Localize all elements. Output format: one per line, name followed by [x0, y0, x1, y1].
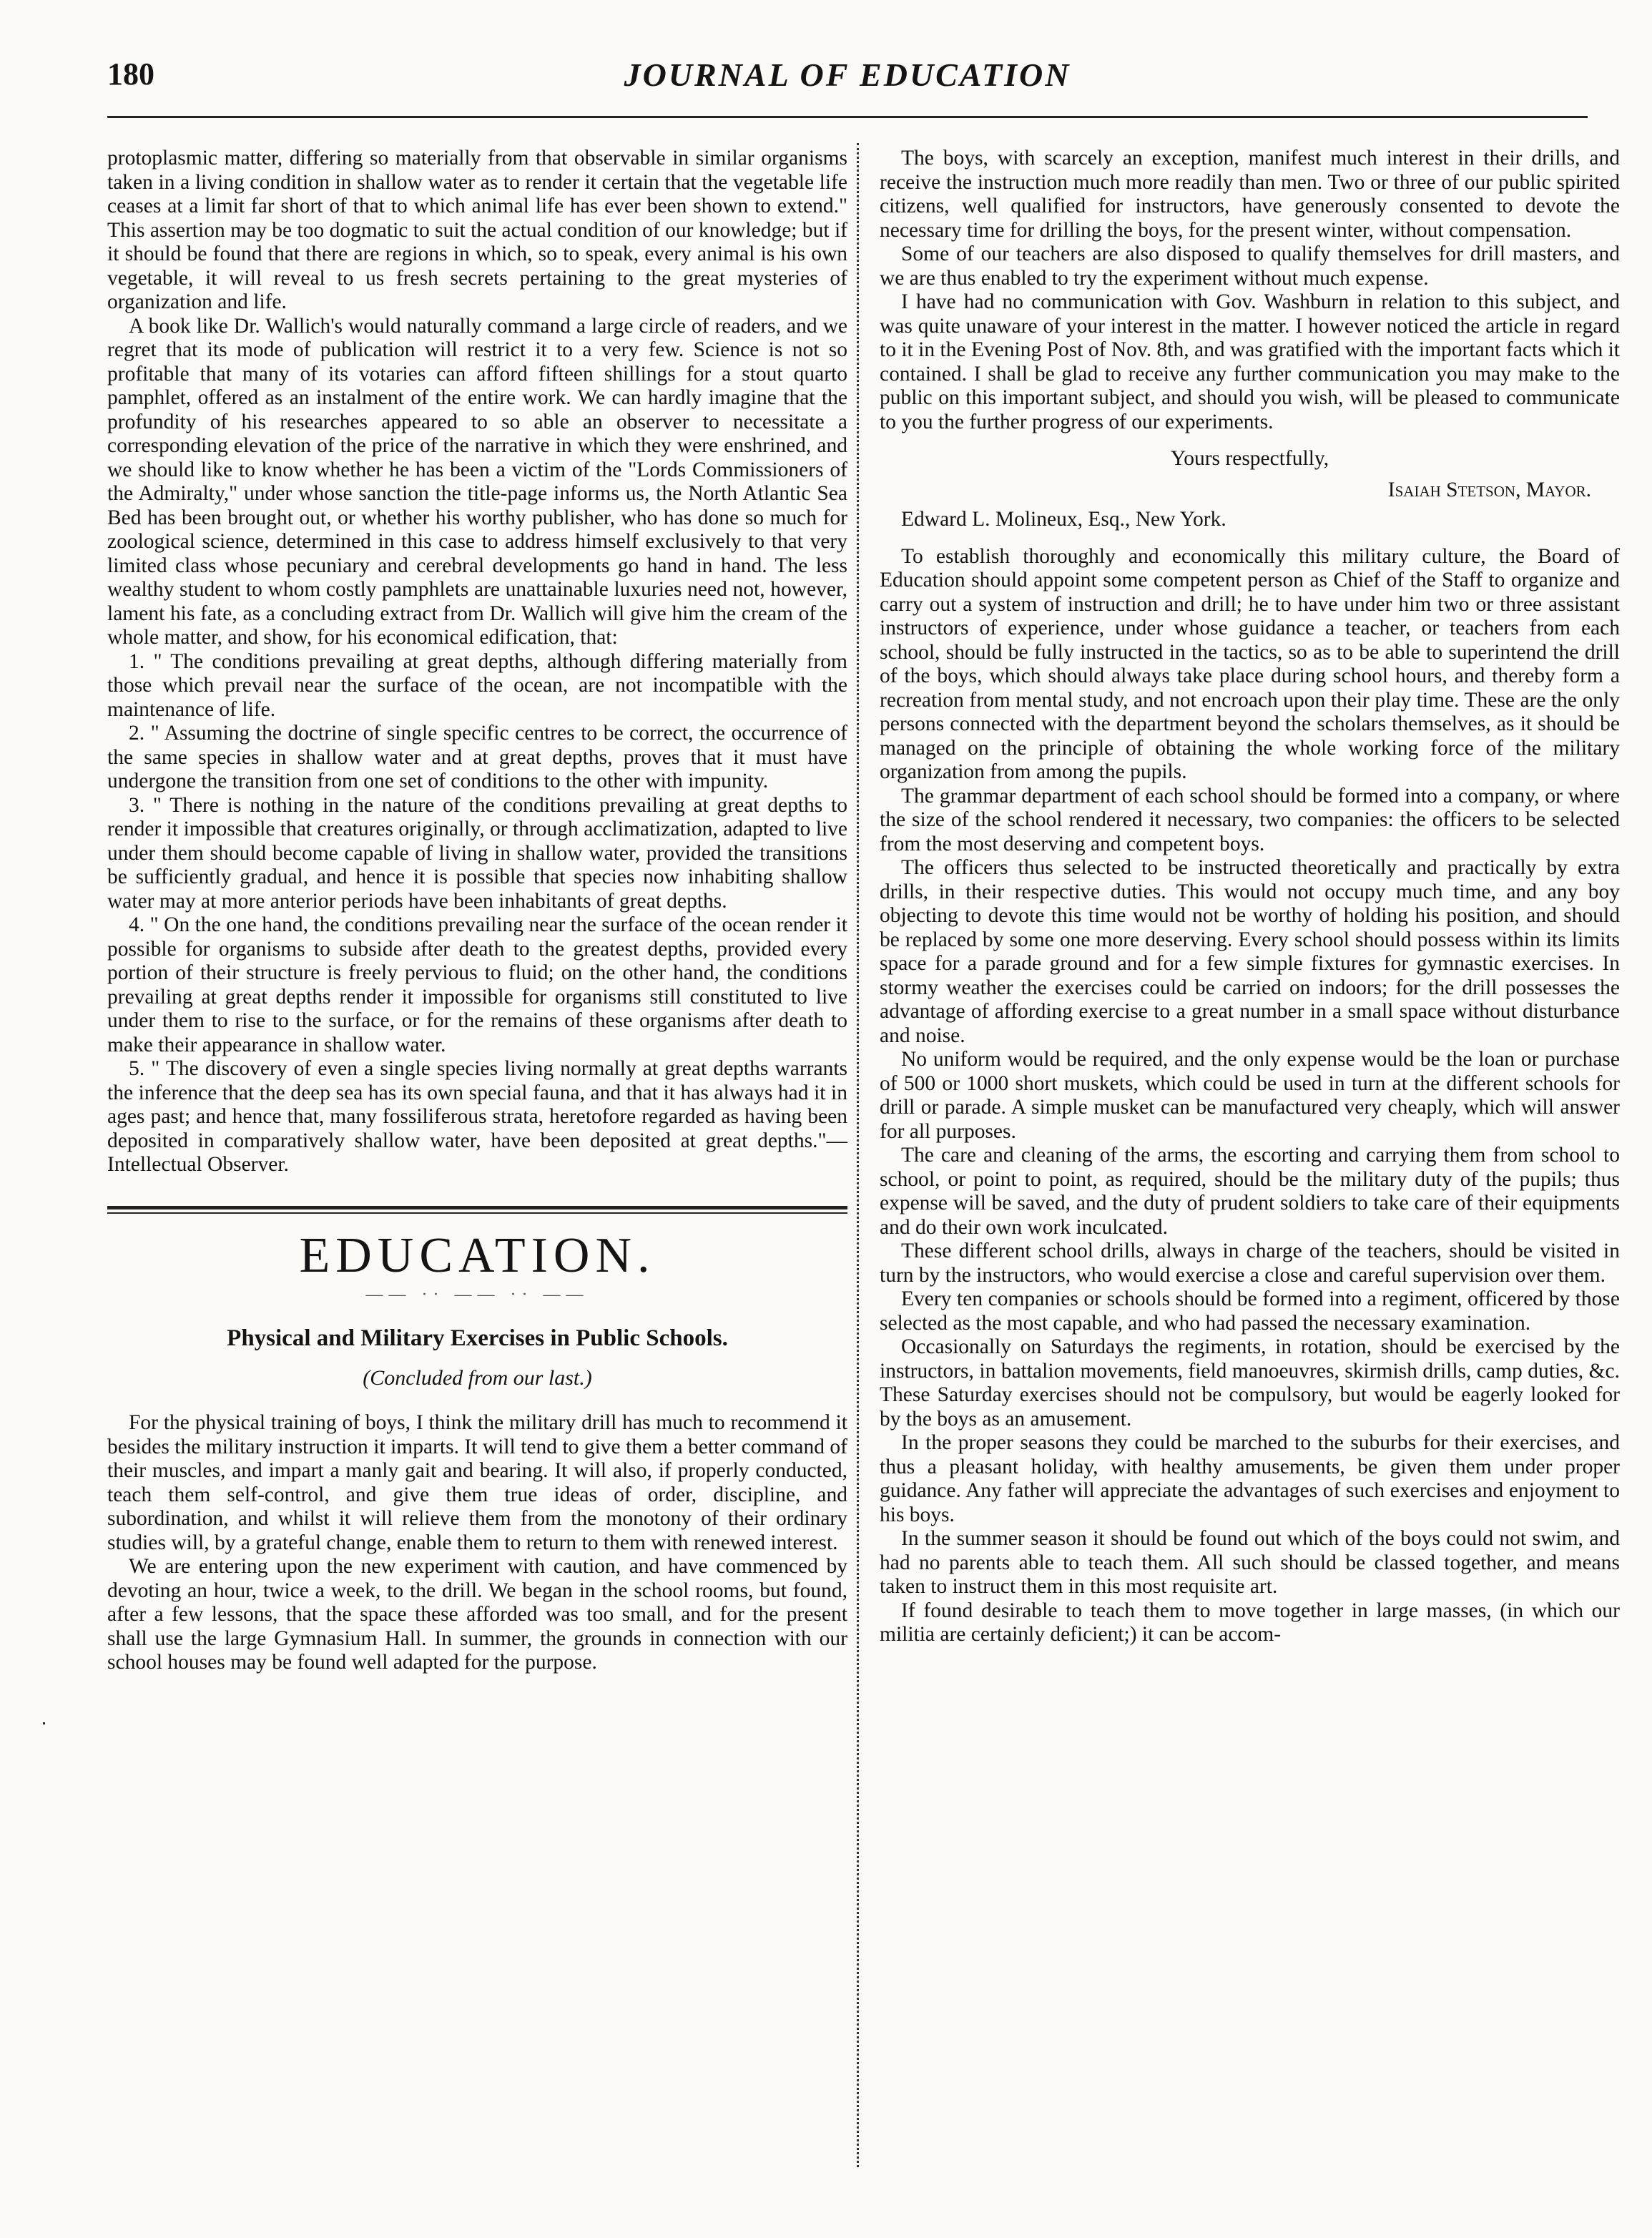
page-header — [107, 56, 1588, 106]
paragraph: In the summer season it should be found out which of the boys could not swim, and had no parents able to teach them. All such should be classed together, and means taken to instruct them in this most requisite art. — [880, 1527, 1620, 1598]
header-rule — [107, 116, 1588, 118]
article-title: Physical and Military Exercises in Public Schools. — [227, 1325, 728, 1351]
article-subtitle: (Concluded from our last.) — [363, 1365, 592, 1390]
paragraph: Some of our teachers are also disposed to qualify themselves for drill masters, and we are thus enabled to try the experiment without much expense. — [880, 242, 1620, 290]
ink-speck — [43, 1722, 45, 1724]
numbered-point: 4. " On the one hand, the conditions prevailing near the surface of the ocean render it possible for organisms to subside after death to the greatest depths, provided every portion of their structure is freely pervious to fluid; on the other hand, the conditions prevailing at great depths render it impossible for organisms still constituted to live under them to rise to the surface, or for the remains of these organisms after death to make their appearance in shallow water. — [107, 913, 847, 1056]
decorative-rule: —— ·· —— ·· —— — [365, 1285, 589, 1304]
letter-closing: Yours respectfully, — [1170, 447, 1329, 470]
numbered-point: 2. " Assuming the doctrine of single specific centres to be correct, the occurrence of the same species in shallow water and at great depths, proves that it must have undergone the transition from one set of conditions to the other with impunity. — [107, 722, 847, 792]
journal-title: JOURNAL OF EDUCATION — [624, 57, 1071, 93]
paragraph: To establish thoroughly and economically this military culture, the Board of Education should appoint some competent person as Chief of the Staff to organize and carry out a system of instruction and drill; he to have under him two or three assistant instructors of experience, under whose guidance a teacher, or teachers from each school, should be fully instructed in the tactics, so as to be able to superintend the drill of the boys, which should always take place during school hours, and thereby form a recreation from mental study, and not encroach upon their play time. These are the only persons connected with the department beyond the scholars themselves, as it should be managed on the principle of obtaining the whole working force of the military organization from among the pupils. — [880, 544, 1620, 783]
page-number: 180 — [107, 57, 154, 92]
paragraph: These different school drills, always in charge of the teachers, should be visited in turn by the instructors, who would exercise a close and careful supervision over them. — [880, 1240, 1620, 1287]
paragraph: The grammar department of each school should be formed into a company, or where the size of the school rendered it necessary, two companies: the officers to be selected from the most deserving and competent boys. — [880, 784, 1620, 855]
left-column — [107, 147, 847, 1675]
paragraph: The boys, with scarcely an exception, manifest much interest in their drills, and receive the instruction much more readily than men. Two or three of our public spirited citizens, well qualified for instructors, have generously consented to devote the necessary time for drilling the boys, for the present winter, without compensation. — [880, 147, 1620, 242]
paragraph: Every ten companies or schools should be formed into a regiment, officered by those selected as the most capable, and who had passed the necessary examination. — [880, 1287, 1620, 1335]
letter-signature-block — [880, 447, 1620, 532]
paragraph: Occasionally on Saturdays the regiments, in rotation, should be exercised by the instructors, in battalion movements, field manoeuvres, skirmish drills, camp duties, &c. These Saturday exercises should not be compulsory, but would be eagerly looked for by the boys as an amusement. — [880, 1335, 1620, 1430]
paragraph: In the proper seasons they could be marched to the suburbs for their exercises, and thus a pleasant holiday, with healthy amusements, be given them under proper guidance. Any father will appreciate the advantages of such exercises and enjoyment to his boys. — [880, 1431, 1620, 1526]
paragraph: A book like Dr. Wallich's would naturally command a large circle of readers, and we regret that its mode of publication will restrict it to a very few. Science is not so profitable that many of its votaries can afford fifteen shillings for a stout quarto pamphlet, offered as an instalment of the entire work. We can hardly imagine that the profundity of his researches appeared to so able an observer to necessitate a corresponding elevation of the price of the narrative in which they were enshrined, and we should like to know whether he has been a victim of the "Lords Commissioners of the Admiralty," under whose sanction the title-page informs us, the North Atlantic Sea Bed has been brought out, or whether his worthy publisher, who has done so much for zoological science, determined in this case to address himself exclusively to that very limited class whose pecuniary and cerebral developments go hand in hand. The less wealthy student to whom costly pamphlets are unattainable luxuries need not, however, lament his fate, as a concluding extract from Dr. Wallich will give him the cream of the whole matter, and show, for his economical edification, that: — [107, 314, 847, 649]
section-heading: EDUCATION. — [299, 1227, 656, 1283]
letter-signer: Isaiah Stetson, Mayor. — [1387, 478, 1591, 501]
letter-recipient: Edward L. Molineux, Esq., New York. — [901, 508, 1226, 531]
paragraph: The officers thus selected to be instructed theoretically and practically by extra drills, in their respective duties. This would not occupy much time, and any boy objecting to devote this time would not be worthy of holding his position, and should be replaced by some one more deserving. Every school should possess within its limits space for a parade ground and for a few simple fixtures for gymnastic exercises. In stormy weather the exercises could be carried on indoors; for the drill possesses the advantage of affording exercise to a great number in a small space without disturbance and noise. — [880, 856, 1620, 1047]
numbered-point: 3. " There is nothing in the nature of the conditions prevailing at great depths to render it impossible that creatures originally, or through acclimatization, adapted to live under them should become capable of living in shallow water, provided the transitions be sufficiently gradual, and hence it is possible that species now inhabiting shallow water may at more anterior periods have been inhabitants of great depths. — [107, 793, 847, 913]
column-divider — [857, 143, 859, 2167]
paragraph: No uniform would be required, and the only expense would be the loan or purchase of 500 or 1000 short muskets, which could be used in turn at the different schools for drill or parade. A simple musket can be manufactured very cheaply, which will answer for all purposes. — [880, 1048, 1620, 1143]
right-column — [880, 147, 1620, 1647]
numbered-point: 5. " The discovery of even a single species living normally at great depths warrants the inference that the deep sea has its own special fauna, and that it has always had it in ages past; and hence that, many fossiliferous strata, heretofore regarded as having been deposited in comparatively shallow water, have been deposited at great depths."—Intellectual Observer. — [107, 1057, 847, 1176]
paragraph: The care and cleaning of the arms, the escorting and carrying them from school to school, or point to point, as required, should be the military duty of the pupils; thus expense will be saved, and the duty of prudent soldiers to take care of their equipments and do their own work inculcated. — [880, 1144, 1620, 1239]
paragraph: For the physical training of boys, I think the military drill has much to recommend it besides the military instruction it imparts. It will tend to give them a better command of their muscles, and impart a manly gait and bearing. It will also, if properly conducted, teach them self-control, and give them true ideas of order, discipline, and subordination, and whilst it will relieve them from the monotony of their ordinary studies will, by a grateful change, enable them to return to them with renewed interest. — [107, 1411, 847, 1554]
paragraph: If found desirable to teach them to move together in large masses, (in which our militia are certainly deficient;) it can be accom- — [880, 1599, 1620, 1646]
paragraph: protoplasmic matter, differing so materially from that observable in similar organisms taken in a living condition in shallow water as to render it certain that the vegetable life ceases at a limit far short of that to which animal life has ever been shown to extend." This assertion may be too dogmatic to suit the actual condition of our knowledge; but if it should be found that there are regions in which, so to speak, every animal is his own vegetable, it will reveal to us fresh secrets pertaining to the great mysteries of organization and life. — [107, 147, 847, 313]
paragraph: I have had no communication with Gov. Washburn in relation to this subject, and was quite unaware of your interest in the matter. I however noticed the article in regard to it in the Evening Post of Nov. 8th, and was gratified with the important facts which it contained. I shall be glad to receive any further communication you may make to the public on this important subject, and should you wish, will be pleased to communicate to you the further progress of our experiments. — [880, 290, 1620, 433]
paragraph: We are entering upon the new experiment with caution, and have commenced by devoting an hour, twice a week, to the drill. We began in the school rooms, but found, after a few lessons, that the space these afforded was too small, and for the present shall use the large Gymnasium Hall. In summer, the grounds in connection with our school houses may be found well adapted for the purpose. — [107, 1555, 847, 1674]
numbered-point: 1. " The conditions prevailing at great depths, although differing materially from those which prevail near the surface of the ocean, are not incompatible with the maintenance of life. — [107, 649, 847, 721]
section-separator — [107, 1206, 847, 1214]
